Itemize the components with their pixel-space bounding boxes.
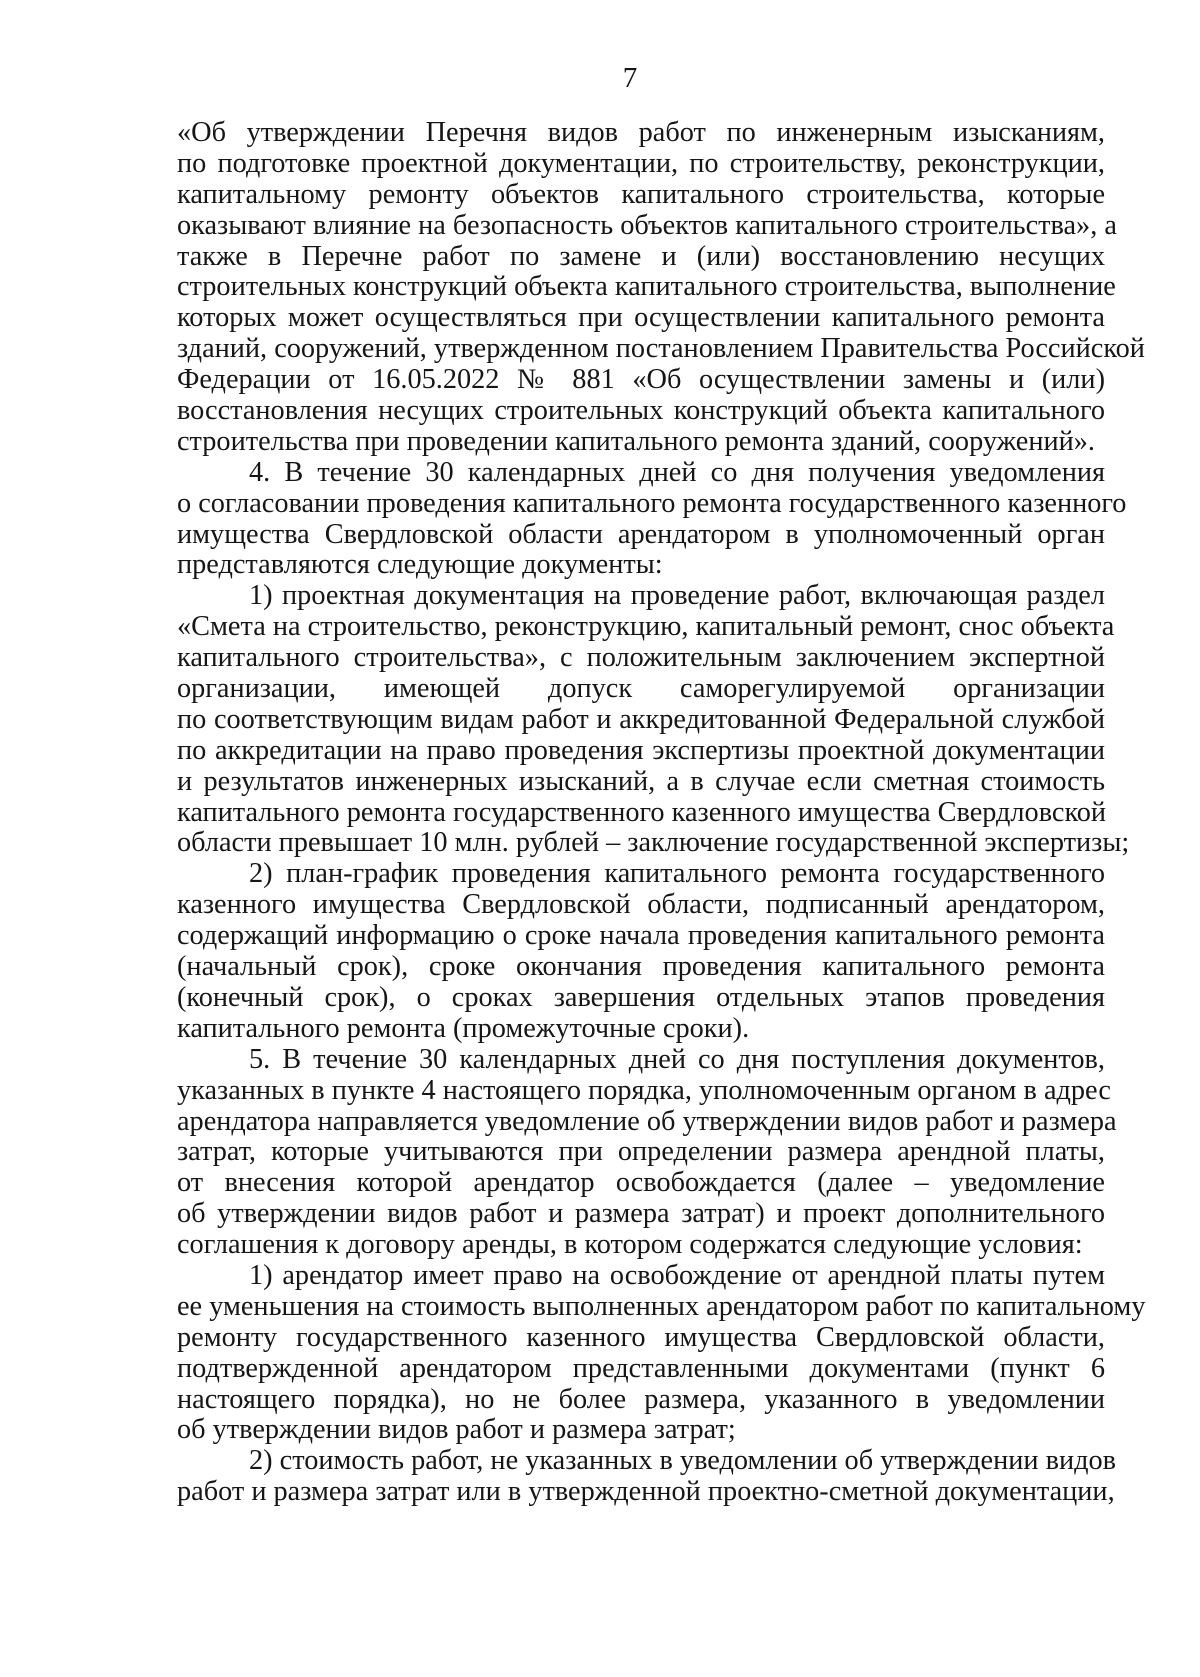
text-line: капитального ремонта (промежуточные сроки).	[177, 1012, 750, 1044]
text-line: 2) план-график проведения капитального ремонта государственного	[249, 858, 1105, 890]
paragraph	[177, 1259, 1146, 1446]
text-line: о согласовании проведения капитального ремонта государственного казенного	[177, 487, 1127, 519]
text-line: от внесения которой арендатор освобождается (далее – уведомление	[177, 1167, 1105, 1199]
text-line: которых может осуществляться при осуществлении капитального ремонта	[177, 302, 1105, 334]
text-line: области превышает 10 млн. рублей – заключение государственной экспертизы;	[177, 827, 1130, 859]
document-body	[177, 117, 1146, 1508]
text-line: по аккредитации на право проведения экспертизы проектной документации	[177, 734, 1105, 766]
text-line: об утверждении видов работ и размера затрат) и проект дополнительного	[177, 1198, 1105, 1230]
text-line: 4. В течение 30 календарных дней со дня получения уведомления	[249, 456, 1105, 488]
text-line: подтвержденной арендатором представленными документами (пункт 6	[177, 1352, 1105, 1384]
text-line: 1) арендатор имеет право на освобождение от арендной платы путем	[249, 1259, 1105, 1291]
text-line: восстановления несущих строительных конструкций объекта капитального	[177, 395, 1105, 427]
paragraph	[177, 859, 1105, 1044]
page-number: 7	[622, 62, 638, 94]
paragraph	[177, 1445, 1117, 1508]
paragraph	[177, 117, 1145, 458]
text-line: арендатора направляется уведомление об утверждении видов работ и размера	[177, 1105, 1117, 1137]
text-line: капитального строительства», с положительным заключением экспертной	[177, 642, 1105, 674]
text-line: Федерации от 16.05.2022 № 881 «Об осуществлении замены и (или)	[177, 364, 1105, 396]
text-line: «Об утверждении Перечня видов работ по инженерным изысканиям,	[177, 117, 1105, 148]
text-line: зданий, сооружений, утвержденном постановлением Правительства Российской	[177, 333, 1145, 365]
text-line: по соответствующим видам работ и аккредитованной Федеральной службой	[177, 703, 1105, 735]
text-line: ремонту государственного казенного имущества Свердловской области,	[177, 1321, 1105, 1353]
text-line: организации, имеющей допуск саморегулируемой организации	[177, 673, 1105, 705]
paragraph	[177, 1043, 1117, 1261]
text-line: затрат, которые учитываются при определении размера арендной платы,	[177, 1136, 1105, 1168]
text-line: представляются следующие документы:	[177, 549, 663, 581]
text-line: 1) проектная документация на проведение работ, включающая раздел	[249, 580, 1105, 612]
text-line: и результатов инженерных изысканий, а в случае если сметная стоимость	[177, 765, 1105, 797]
text-line: капитального ремонта государственного казенного имущества Свердловской	[177, 796, 1107, 828]
text-line: оказывают влияние на безопасность объектов капитального строительства», а	[177, 209, 1117, 241]
text-line: капитальному ремонту объектов капитального строительства, которые	[177, 178, 1105, 210]
text-line: настоящего порядка), но не более размера, указанного в уведомлении	[177, 1383, 1105, 1415]
paragraph	[177, 580, 1130, 859]
text-line: ее уменьшения на стоимость выполненных арендатором работ по капитальному	[177, 1290, 1146, 1322]
text-line: содержащий информацию о сроке начала проведения капитального ремонта	[177, 920, 1105, 952]
text-line: об утверждении видов работ и размера затрат;	[177, 1414, 736, 1446]
text-line: «Смета на строительство, реконструкцию, капитальный ремонт, снос объекта	[177, 611, 1115, 643]
text-line: строительных конструкций объекта капитального строительства, выполнение	[177, 271, 1116, 303]
text-line: указанных в пункте 4 настоящего порядка, уполномоченным органом в адрес	[177, 1074, 1111, 1106]
text-line: (конечный срок), о сроках завершения отдельных этапов проведения	[177, 981, 1105, 1013]
text-line: соглашения к договору аренды, в котором содержатся следующие условия:	[177, 1229, 1083, 1261]
paragraph	[177, 456, 1127, 582]
text-line: имущества Свердловской области арендатором в уполномоченный орган	[177, 518, 1105, 550]
text-line: (начальный срок), сроке окончания проведения капитального ремонта	[177, 951, 1105, 983]
text-line: казенного имущества Свердловской области, подписанный арендатором,	[177, 889, 1105, 921]
text-line: строительства при проведении капитального ремонта зданий, сооружений».	[177, 425, 1096, 457]
text-line: 5. В течение 30 календарных дней со дня поступления документов,	[249, 1043, 1105, 1075]
text-line: 2) стоимость работ, не указанных в уведомлении об утверждении видов	[249, 1445, 1117, 1477]
text-line: по подготовке проектной документации, по строительству, реконструкции,	[177, 147, 1105, 179]
text-line: также в Перечне работ по замене и (или) восстановлению несущих	[177, 240, 1105, 272]
text-line: работ и размера затрат или в утвержденной проектно-сметной документации,	[177, 1476, 1115, 1508]
